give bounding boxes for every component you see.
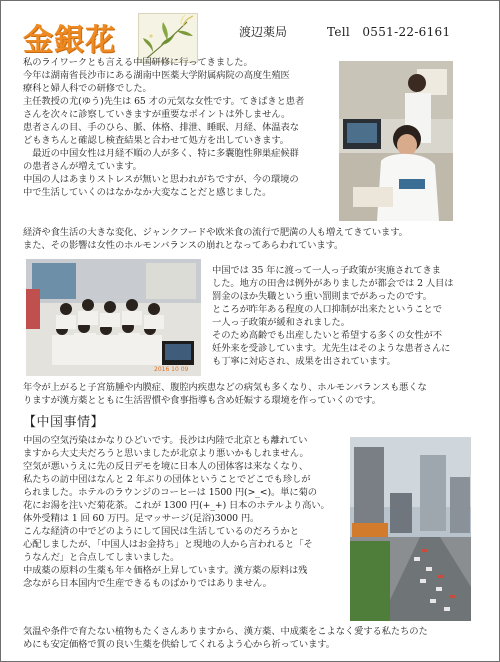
text-line: 主任教授の尤(ゆう)先生は 65 才の元気な女性です。てきぱきと患者 (23, 96, 305, 107)
text-line: 罰金のほか失職という重い罰則までがあったのです。 (212, 291, 432, 302)
text-line: こんな経済の中でどのようにして国民は生活しているのだろうかと (23, 526, 299, 537)
text-line: の患者さんが増えています。 (23, 161, 142, 172)
text-line: 空気が悪いうえに先の反日デモを境に日本人の団体客は来なくなり、 (23, 461, 309, 472)
text-line: 妊外来を受診しています。尤先生はそのような患者さんに (212, 343, 451, 354)
section-heading-china: 【中国事情】 (23, 415, 105, 430)
logo-title: 金銀花 (23, 23, 116, 58)
closing-paragraph (23, 625, 428, 651)
economy-paragraph (23, 226, 408, 252)
text-line: 中国の人はあまりストレスが無いと思われがちですが、今の環境の (23, 174, 299, 185)
text-line: ますから大丈夫だろうと思いましたが北京より悪いかもしれません。 (23, 448, 309, 459)
text-line: どもきちんと確認し検査結果と合わせて処方を出していきます。 (23, 135, 289, 146)
city-photo (350, 437, 471, 621)
text-line: られました。ホテルのラウンジのコーヒーは 1500 円(>_<)。単に菊の (23, 487, 318, 498)
text-line: 今年は湖南省長沙市にある湖南中医薬大学附属病院の高度生殖医 (23, 70, 290, 81)
china-paragraph (23, 434, 330, 590)
text-line: そのため高齢でも出産したいと希望する多くの女性が不 (212, 330, 442, 341)
text-line: 最近の中国女性は月経不順の人が多く、特に多囊胞性卵巣症候群 (23, 148, 299, 159)
text-line: さんを次々に診察していきますが重要なポイントは外しません。 (23, 109, 291, 120)
text-line: 私たちの訪中団はなんと 2 年ぶりの団体ということでどこでも珍しが (23, 474, 311, 485)
one-child-paragraph (212, 264, 453, 368)
text-line: 中国では 35 年に渡って一人っ子政策が実施されてきま (212, 265, 441, 276)
photo-date-stamp: 2016 10 09 (154, 366, 189, 373)
text-line: した。地方の田舎は例外がありましたが都会では 2 人目は (212, 278, 454, 289)
age-paragraph (23, 381, 427, 407)
text-line: りますが漢方薬とともに生活習慣や食事指導も含め妊娠する環境を作っていくのです。 (23, 395, 381, 406)
text-line: 一人っ子政策が緩和されました。 (212, 317, 350, 328)
text-line: 体外受精は 1 回 60 万円。足マッサージ(足浴)3000 円。 (23, 513, 260, 524)
text-line: また、その影響は女性のホルモンバランスの崩れとなってあらわれています。 (23, 240, 344, 251)
text-line: 年令が上がると子宮筋腫や内膜症、腹腔内疾患などの病気も多くなり、ホルモンバランスも悪くな (23, 382, 427, 393)
text-line: 療科と婦人科での研修でした。 (23, 83, 152, 94)
text-line: 経済や食生活の大きな変化、ジャンクフードや欧米食の流行で肥満の人も増えてきています。 (23, 227, 408, 238)
text-line: も丁寧に対応され、成果を出されています。 (212, 356, 396, 367)
text-line: 花にお湯を注いだ菊花茶。これが 1300 円(+_+) 日本のホテルより高い。 (23, 500, 330, 511)
text-line: 気温や条件で育たない植物もたくさんありますから、漢方薬、中成薬をこよなく愛する私たちのた (23, 626, 428, 637)
text-line: めにも安定価格で質の良い生薬を供給してくれるよう心から祈っています。 (23, 639, 335, 650)
intro-paragraph (23, 56, 304, 199)
group-photo (26, 259, 201, 376)
doctor-photo (339, 61, 453, 221)
text-line: 中で生活していくのはなかなか大変なことだと感じました。 (23, 187, 272, 198)
text-line: 心配しましたが、「中国人はお金持ち」と現地の人から言われると「そ (23, 539, 313, 550)
text-line: 中国の空気汚染はかなりひどいです。長沙は内陸で北京とも離れてい (23, 435, 308, 446)
text-line: 念ながら日本国内で生産できるものばかりではありません。 (23, 578, 272, 589)
text-line: 患者さんの目、手のひら、脈、体格、排泄、睡眠、月経、体温表な (23, 122, 299, 133)
pharmacy-name: 渡辺薬局 (239, 25, 288, 39)
text-line: 私のライワークとも言える中国研修に行ってきました。 (23, 57, 253, 68)
text-line: 中成薬の原料の生薬も年々価格が上昇しています。漢方薬の原料は残 (23, 565, 308, 576)
telephone-number: Tell 0551-22-6161 (327, 25, 451, 39)
text-line: ところが昨年ある程度の人口抑制が出来たということで (212, 304, 442, 315)
text-line: うなんだ」と合点してしまいました。 (23, 552, 180, 563)
